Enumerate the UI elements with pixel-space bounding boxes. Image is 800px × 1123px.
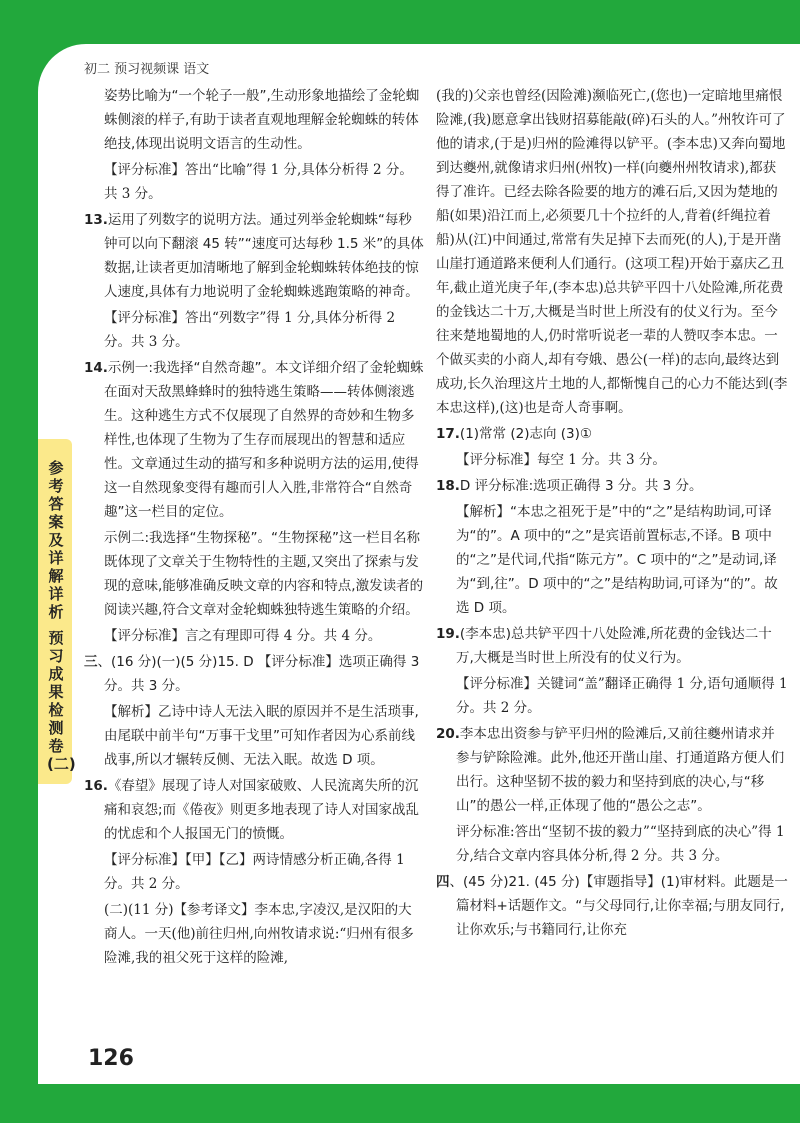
scoring-standard: 【评分标准】【甲】【乙】两诗情感分析正确,各得 1 分。共 2 分。 — [104, 852, 405, 892]
scoring-standard: 【评分标准】答出“列数字”得 1 分,具体分析得 2 分。共 3 分。 — [104, 310, 396, 350]
scoring-standard: 【评分标准】关键词“盖”翻译正确得 1 分,语句通顺得 1 分。共 2 分。 — [456, 676, 788, 716]
scoring-standard: 评分标准:答出“坚韧不拔的毅力”“坚持到底的决心”得 1 分,结合文章内容具体分析,得 2 分。共 3 分。 — [456, 824, 785, 864]
section-3: 三、(16 分)(一)(5 分)15. D 【评分标准】选项正确得 3 分。共 3 分。 — [84, 654, 420, 694]
page-number: 126 — [88, 1046, 134, 1071]
answer-19: 19.(李本忠)总共铲平四十八处险滩,所花费的金钱达二十万,大概是当时世上所没有的仗义行为。 — [436, 626, 772, 666]
left-column — [84, 84, 424, 972]
analysis-text: 【解析】乙诗中诗人无法入眠的原因并不是生活琐事,由尾联中前半句“万事干戈里”可知作者因为心系前线战事,所以才辗转反侧、无法入眠。故选 D 项。 — [104, 704, 419, 768]
answer-16: 16.《春望》展现了诗人对国家破败、人民流离失所的沉痛和哀怨;而《倦夜》则更多地表现了诗人对国家战乱的忧虑和个人报国无门的愤慨。 — [84, 778, 420, 842]
answer-13: 13.运用了列数字的说明方法。通过列举金轮蜘蛛“每秒钟可以向下翻滚 45 转”“速度可达每秒 1.5 米”的具体数据,让读者更加清晰地了解到金轮蜘蛛转体绝技的惊人速度,具体有力地说明了金轮蜘蛛逃跑策略的神奇。 — [84, 212, 424, 300]
answer-text: 姿势比喻为“一个轮子一般”,生动形象地描绘了金轮蜘蛛侧滚的样子,有助于读者直观地理解金轮蜘蛛的转体绝技,体现出说明文语言的生动性。 — [104, 88, 420, 152]
translation-text: (我的)父亲也曾经(因险滩)濒临死亡,(您也)一定暗地里痛恨险滩,(我)愿意拿出钱财招募能敲(碎)石头的人。”州牧许可了他的请求,(于是)归州的险滩得以铲平。(李本忠)又奔向蜀地到达夔州,就像请求归州(州牧)一样(向夔州州牧请求),都获得了准许。已经去除各险要的地方的滩石后,又因为楚地的船(如果)沿江而上,必须要几十个拉纤的人,背着(纤绳拉着船)从(江)中间通过,常常有失足掉下去而死(的人),于是开凿山崖打通道路来便利人们通行。(这项工程)开始于嘉庆乙丑年,截止道光庚子年,(李本忠)总共铲平四十八处险滩,所花费的金钱达二十万,大概是当时世上所没有的仗义行为。至今往来楚地蜀地的人,仍时常听说老一辈的人赞叹李本忠。一个做买卖的小商人,却有夸娥、愚公(一样)的志向,最终达到成功,长久治理这片土地的人,都惭愧自己的心力不能达到(李本忠这样),(这)也是奇人奇事啊。 — [436, 88, 788, 416]
answer-text: 示例二:我选择“生物探秘”。“生物探秘”这一栏目名称既体现了文章关于生物特性的主题,又突出了探索与发现的意味,能够准确反映文章的内容和特点,激发读者的阅读兴趣,符合文章对金轮蜘蛛独特逃生策略的介绍。 — [104, 530, 424, 618]
analysis-text: 【解析】“本忠之祖死于是”中的“之”是结构助词,可译为“的”。A 项中的“之”是宾语前置标志,不译。B 项中的“之”是代词,代指“陈元方”。C 项中的“之”是动词,译为“到,往”。D 项中的“之”是结构助词,可译为“的”。故选 D 项。 — [456, 504, 778, 616]
side-tab-subtitle: 预习成果检测卷(二) — [47, 629, 76, 773]
answer-14: 14.示例一:我选择“自然奇趣”。本文详细介绍了金轮蜘蛛在面对天敌黑蜂蜂时的独特逃生策略——转体侧滚逃生。这种逃生方式不仅展现了自然界的奇妙和生物多样性,也体现了生物为了生存而展现出的智慧和适应性。文章通过生动的描写和多种说明方法的运用,使得这一自然现象变得有趣而引人入胜,非常符合“自然奇趣”这一栏目的定位。 — [84, 360, 424, 520]
scoring-standard: 【评分标准】答出“比喻”得 1 分,具体分析得 2 分。共 3 分。 — [104, 162, 413, 202]
right-column — [436, 84, 788, 944]
scoring-standard: 【评分标准】言之有理即可得 4 分。共 4 分。 — [104, 628, 382, 644]
translation-text: (二)(11 分)【参考译文】李本忠,字凌汉,是汉阳的大商人。一天(他)前往归州,向州牧请求说:“归州有很多险滩,我的祖父死于这样的险滩, — [104, 902, 414, 966]
page-header: 初二 预习视频课 语文 — [84, 62, 210, 77]
page — [38, 44, 800, 1084]
scoring-standard: 【评分标准】每空 1 分。共 3 分。 — [456, 452, 666, 468]
side-tab-title: 参考答案及详解详析 — [48, 459, 64, 621]
answer-20: 20.李本忠出资参与铲平归州的险滩后,又前往夔州请求并参与铲除险滩。此外,他还开凿山崖、打通道路方便人们出行。这种坚韧不拔的毅力和坚持到底的决心,与“移山”的愚公一样,正体现了他的“愚公之志”。 — [436, 726, 785, 814]
section-4: 四、(45 分)21. (45 分)【审题指导】(1)审材料。此题是一篇材料+话题作文。“与父母同行,让你幸福;与朋友同行,让你欢乐;与书籍同行,让你充 — [436, 874, 788, 938]
side-tab — [38, 439, 76, 784]
answer-18: 18.D 评分标准:选项正确得 3 分。共 3 分。 — [436, 478, 703, 494]
answer-17: 17.(1)常常 (2)志向 (3)① — [436, 426, 592, 442]
